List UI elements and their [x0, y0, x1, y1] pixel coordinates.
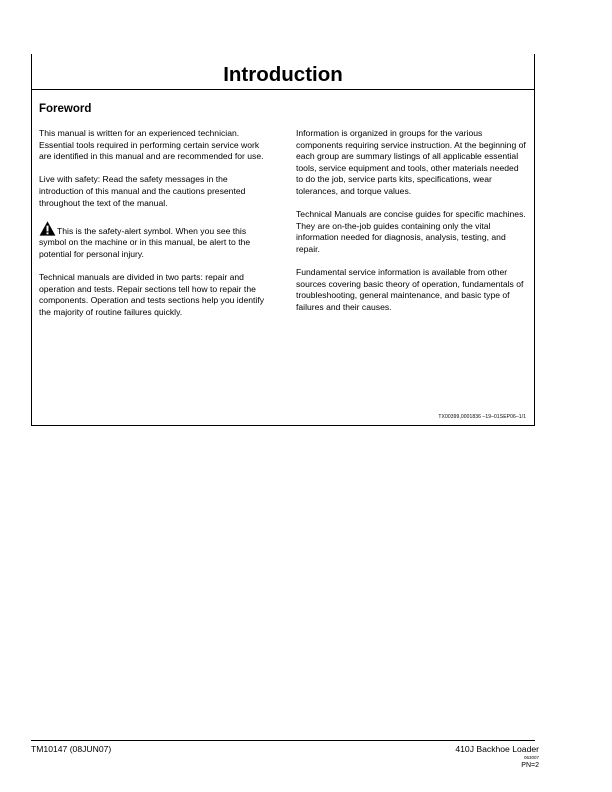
- footer-product: 410J Backhoe Loader: [455, 744, 539, 754]
- footer-page-number: PN=2: [521, 762, 539, 769]
- footer-divider: [31, 740, 535, 741]
- safety-alert-paragraph: [39, 221, 271, 261]
- foreword-section: [31, 90, 535, 426]
- footer-manual-id: TM10147 (08JUN07): [31, 744, 112, 754]
- paragraph: This manual is written for an experienced technician. Essential tools required in performing certain service work are identified in this manual and are recommended for use.: [39, 128, 264, 162]
- reference-code: TX00399,0001836 –19–01SEP06–1/1: [438, 414, 526, 420]
- safety-alert-text: This is the safety-alert symbol. When you see this symbol on the machine or in this manual, be alert to the potential for personal injury.: [39, 225, 251, 259]
- footer-small-code: 063007: [523, 755, 539, 760]
- paragraph: Technical Manuals are concise guides for specific machines. They are on-the-job guides containing only the vital information needed for diagnosis, analysis, testing, and repair.: [296, 209, 526, 254]
- paragraph: Technical manuals are divided in two parts: repair and operation and tests. Repair sections tell how to repair the components. Operation and tests sections help you identify the majority of routine failures quickly.: [39, 272, 265, 317]
- right-column: [296, 128, 528, 325]
- paragraph: Live with safety: Read the safety messages in the introduction of this manual and the cautions presented throughout the text of the manual.: [39, 174, 246, 208]
- paragraph: Information is organized in groups for the various components requiring service instruction. At the beginning of each group are summary listings of all applicable essential tools, service equipment and tools, other materials needed to do the job, service parts kits, specifications, wear tolerances, and torque values.: [296, 128, 526, 196]
- section-heading: Foreword: [39, 103, 92, 115]
- left-column: [39, 128, 271, 330]
- paragraph: Fundamental service information is available from other sources covering basic theory of operation, fundamentals of troubleshooting, general maintenance, and basic type of failures and their causes.: [296, 267, 524, 312]
- safety-alert-icon: [39, 221, 56, 236]
- title-box: [31, 54, 535, 90]
- page-title: Introduction: [223, 63, 343, 86]
